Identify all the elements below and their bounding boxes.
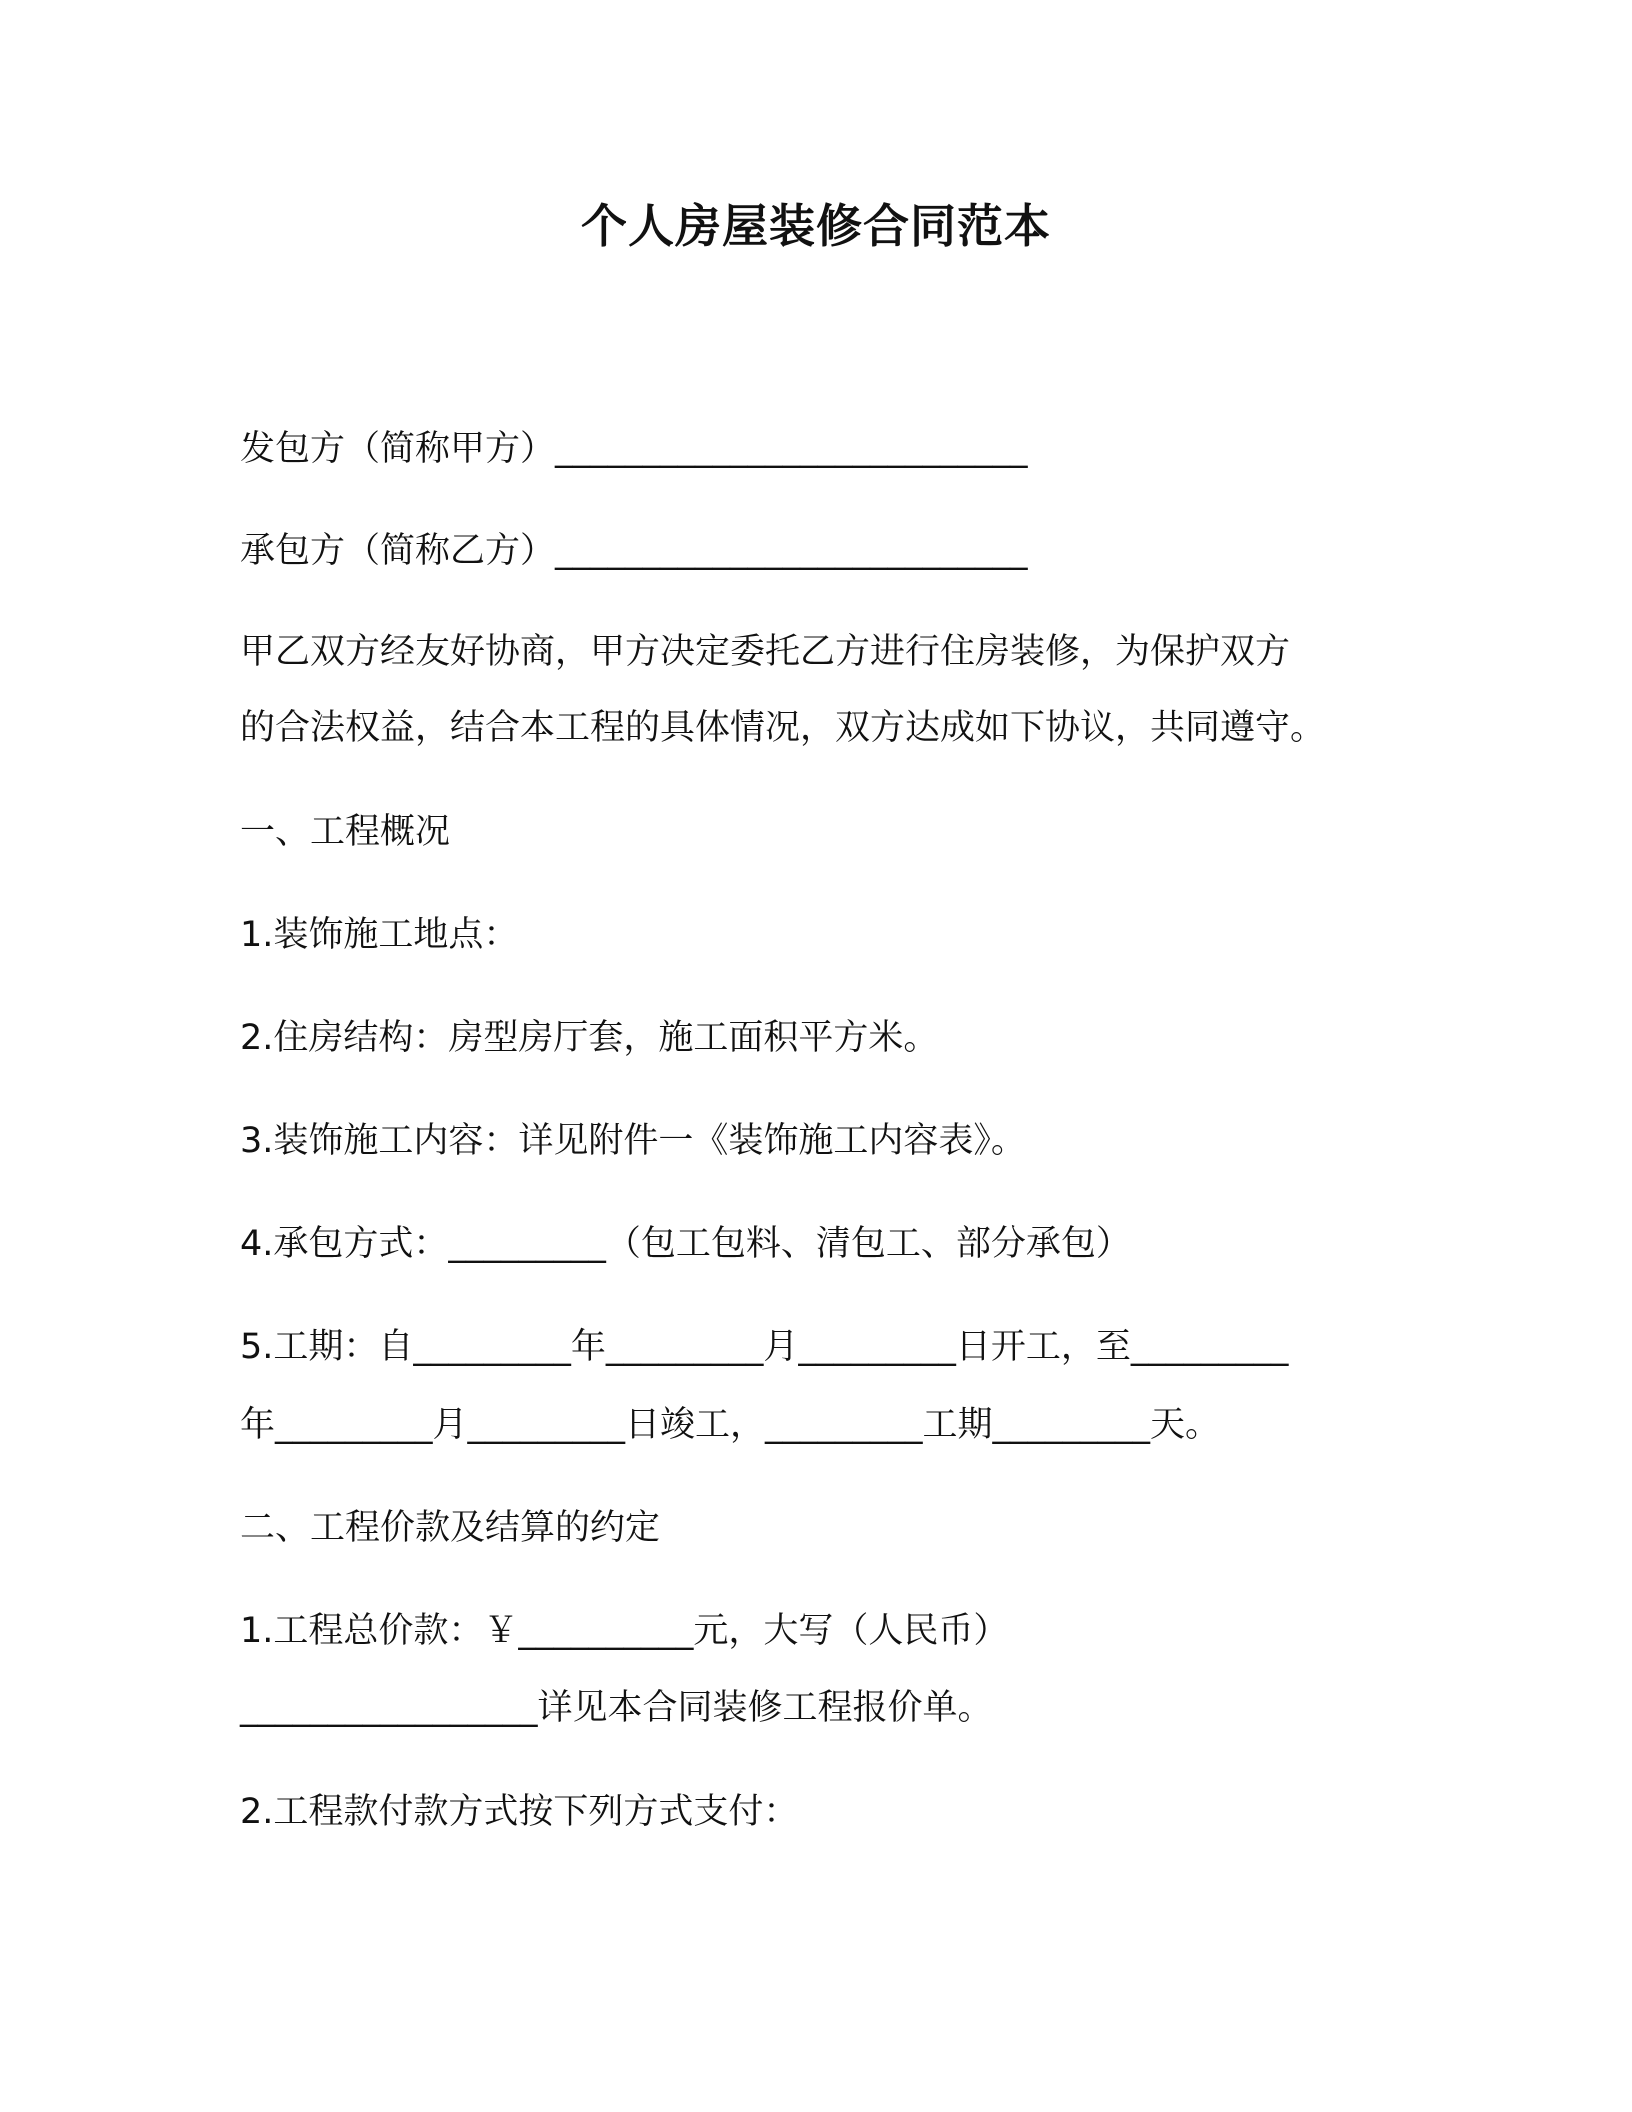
section-heading-1: 一、工程概况 bbox=[240, 812, 451, 852]
clause-2-1-line-1: 1.工程总价款：￥__________元，大写（人民币） bbox=[240, 1611, 1009, 1651]
clause-1-3: 3.装饰施工内容：详见附件一《装饰施工内容表》。 bbox=[240, 1121, 1026, 1161]
preamble-line-1: 甲乙双方经友好协商，甲方决定委托乙方进行住房装修，为保护双方 bbox=[240, 632, 1291, 672]
preamble-line-2: 的合法权益，结合本工程的具体情况，双方达成如下协议，共同遵守。 bbox=[240, 708, 1326, 748]
clause-1-4: 4.承包方式：_________（包工包料、清包工、部分承包） bbox=[240, 1224, 1131, 1264]
clause-1-5-line-1: 5.工期：自_________年_________月_________日开工，至_________ bbox=[240, 1327, 1289, 1367]
party-a-line: 发包方（简称甲方）___________________________ bbox=[240, 429, 1028, 469]
section-heading-2: 二、工程价款及结算的约定 bbox=[240, 1508, 661, 1548]
party-b-line: 承包方（简称乙方）___________________________ bbox=[240, 531, 1028, 571]
clause-2-2: 2.工程款付款方式按下列方式支付： bbox=[240, 1792, 799, 1832]
clause-1-5-line-2: 年_________月_________日竣工，_________工期_________天。 bbox=[240, 1405, 1221, 1445]
clause-2-1-line-2: _________________详见本合同装修工程报价单。 bbox=[240, 1688, 993, 1728]
document-title: 个人房屋装修合同范本 bbox=[581, 199, 1051, 253]
clause-1-1: 1.装饰施工地点： bbox=[240, 915, 519, 955]
clause-1-2: 2.住房结构：房型房厅套，施工面积平方米。 bbox=[240, 1018, 939, 1058]
